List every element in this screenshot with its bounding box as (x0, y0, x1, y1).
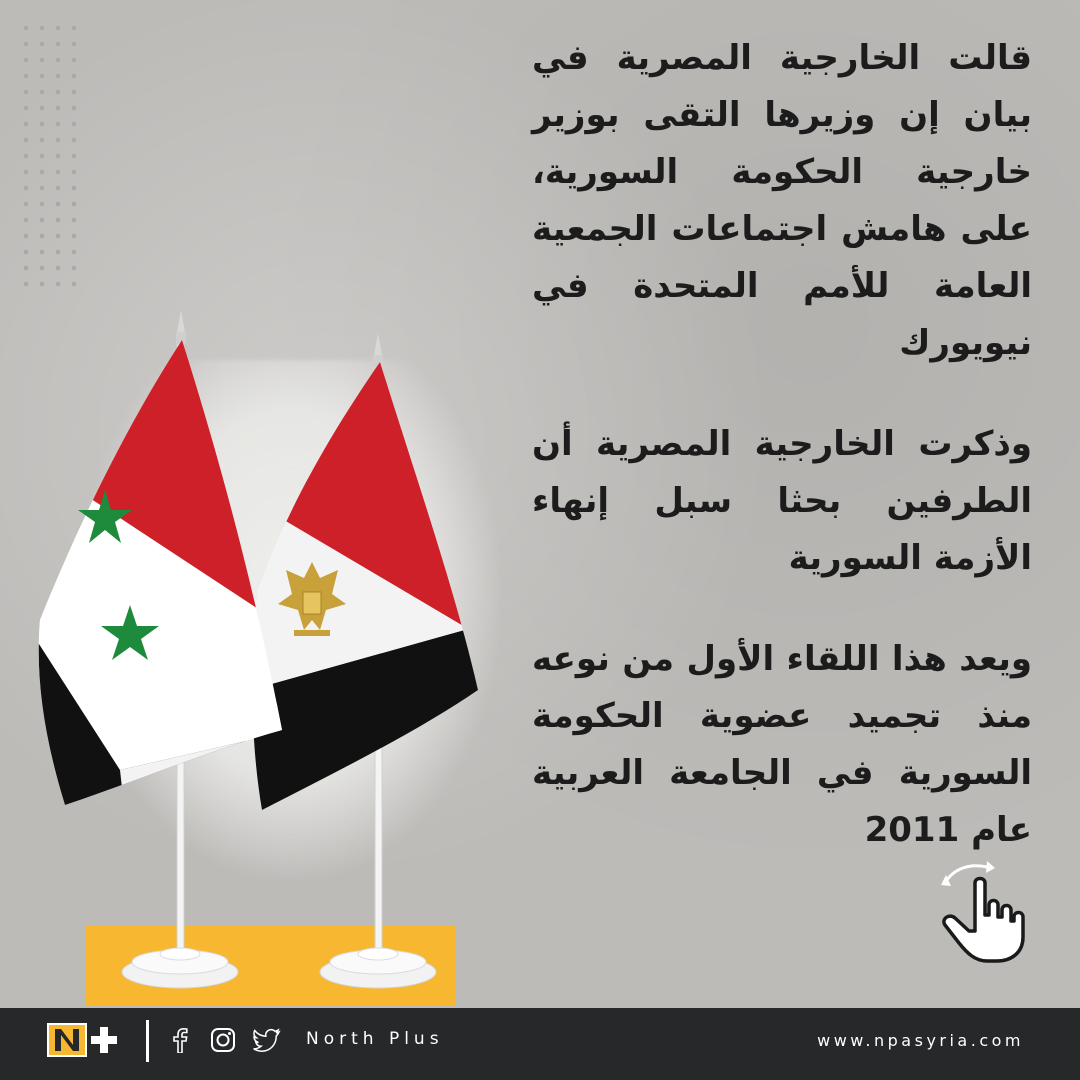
egypt-flag-base (320, 948, 436, 988)
brand-name: North Plus (306, 1029, 444, 1049)
paragraph-2: وذكرت الخارجية المصرية أن الطرفين بحثا سبل إنهاء الأزمة السورية (532, 424, 1032, 578)
syria-flag-base (122, 948, 238, 988)
instagram-icon[interactable] (210, 1027, 236, 1053)
article-text (532, 30, 1032, 859)
footer-divider (146, 1020, 149, 1062)
paragraph-3: ويعد هذا اللقاء الأول من نوعه منذ تجميد عضوية الحكومة السورية في الجامعة العربية عام 2011 (532, 639, 1032, 850)
decorative-dot-grid (18, 20, 88, 290)
north-plus-logo (47, 1023, 119, 1057)
hand-swipe-icon (935, 855, 1035, 965)
facebook-icon[interactable] (170, 1027, 190, 1053)
desk-flags-illustration (0, 300, 560, 1020)
egypt-flag (240, 340, 500, 920)
paragraph-1: قالت الخارجية المصرية في بيان إن وزيرها التقى بوزير خارجية الحكومة السورية، على هامش اجتماعات الجمعية العامة للأمم المتحدة في نيويورك (532, 38, 1032, 363)
twitter-icon[interactable] (253, 1027, 281, 1053)
website-link[interactable]: www.npasyria.com (817, 1031, 1024, 1050)
